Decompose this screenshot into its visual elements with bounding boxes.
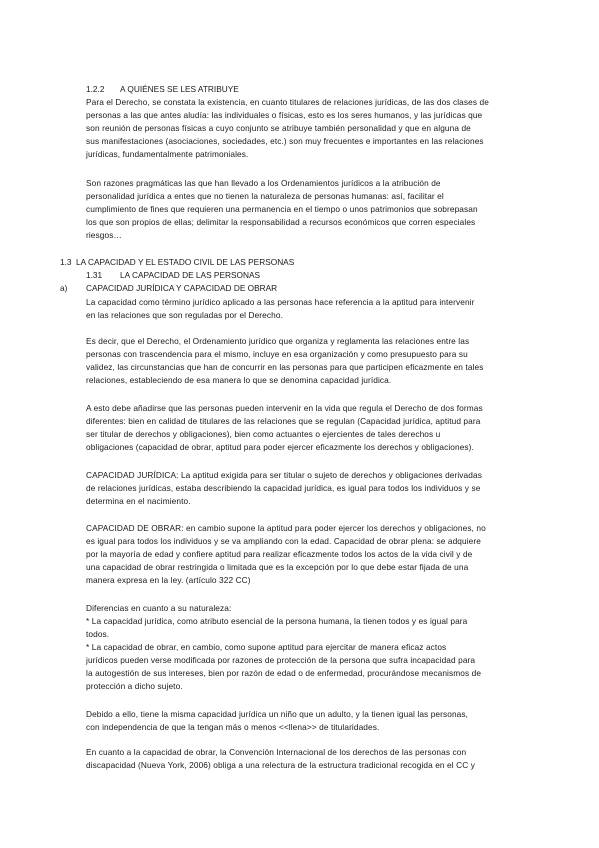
- text-line: una capacidad de obrar restringida o limitada que es la excepción por lo que debe estar fijada de una: [86, 562, 469, 573]
- text-line: jurídicas, fundamentalmente patrimoniales.: [86, 149, 249, 160]
- section-title: A QUIÉNES SE LES ATRIBUYE: [120, 84, 239, 94]
- text-line: manera expresa en la ley. (artículo 322 CC): [86, 575, 251, 586]
- text-line: los que son propios de ellas; delimitar la responsabilidad a recursos económicos que corren especiales: [86, 217, 476, 228]
- text-line: la autogestión de sus intereses, bien por razón de edad o de enfermedad, procurándose mecanismos de: [86, 668, 482, 679]
- paragraph: [86, 402, 518, 454]
- paragraph: [86, 296, 518, 322]
- section-heading-1-2-2: [86, 83, 239, 96]
- text-line: Debido a ello, tiene la misma capacidad jurídica un niño que un adulto, y la tienen igual las personas,: [86, 709, 469, 719]
- section-title: LA CAPACIDAD Y EL ESTADO CIVIL DE LAS PERSONAS: [76, 257, 295, 267]
- paragraph: [86, 96, 518, 161]
- text-line: son reunión de personas físicas a cuyo conjunto se atribuye también personalidad y que en alguna de: [86, 123, 471, 134]
- text-line: es igual para todos los individuos y se va ampliando con la edad. Capacidad de obrar plena: se adquiere: [86, 536, 481, 547]
- text-line: protección a dicho sujeto.: [86, 681, 183, 692]
- text-line: CAPACIDAD DE OBRAR: en cambio supone la aptitud para poder ejercer los derechos y obligaciones, no: [86, 523, 486, 533]
- text-line: jurídicos pueden verse modificada por razones de protección de la persona que sufra incapacidad para: [86, 655, 476, 666]
- subsection-number: 1.31: [86, 270, 103, 280]
- paragraph: [86, 602, 518, 693]
- text-line: ser titular de derechos y obligaciones), bien como actuantes o ejercientes de tales derechos u: [86, 429, 441, 440]
- text-line: personalidad jurídica a entes que no tienen la naturaleza de personas humanas: así, facilitar el: [86, 191, 444, 202]
- text-line: sus manifestaciones (asociaciones, sociedades, etc.) son muy frecuentes e importantes en las relaciones: [86, 136, 484, 147]
- section-heading-1-31: [86, 269, 260, 282]
- text-line: todos.: [86, 629, 110, 640]
- item-title: CAPACIDAD JURÍDICA Y CAPACIDAD DE OBRAR: [86, 283, 278, 293]
- text-line: determina en el nacimiento.: [86, 496, 191, 507]
- paragraph: [86, 177, 518, 242]
- text-line: A esto debe añadirse que las personas pueden intervenir en la vida que regula el Derecho de dos formas: [86, 403, 483, 413]
- text-line: La capacidad como término jurídico aplicado a las personas hace referencia a la aptitud para intervenir: [86, 297, 475, 307]
- text-line: cumplimiento de fines que requieren una permanencia en el tiempo o unos patrimonios que sobrepasan: [86, 204, 478, 215]
- text-line: En cuanto a la capacidad de obrar, la Convención Internacional de los derechos de las personas con: [86, 747, 467, 757]
- text-line: discapacidad (Nueva York, 2006) obliga a una relectura de la estructura tradicional recogida en el CC y: [86, 760, 475, 771]
- text-line: Diferencias en cuanto a su naturaleza:: [86, 603, 232, 613]
- text-line: * La capacidad de obrar, en cambio, como supone aptitud para ejercitar de manera eficaz actos: [86, 642, 447, 653]
- text-line: CAPACIDAD JURÍDICA: La aptitud exigida para ser titular o sujeto de derechos y obligaciones derivadas: [86, 470, 482, 480]
- text-line: personas a las que antes aludía: las individuales o físicas, esto es los seres humanos, y las jurídicas que: [86, 110, 483, 121]
- item-heading-a: [60, 282, 277, 295]
- section-number: 1.3: [60, 257, 72, 267]
- text-line: con independencia de que la tengan más o menos <<llena>> de titularidades.: [86, 722, 380, 733]
- text-line: Es decir, que el Derecho, el Ordenamiento jurídico que organiza y reglamenta las relaciones entre las: [86, 336, 470, 346]
- item-marker: a): [60, 283, 68, 293]
- subsection-title: LA CAPACIDAD DE LAS PERSONAS: [120, 270, 261, 280]
- text-line: por la mayoría de edad y confiere aptitud para realizar eficazmente todos los actos de la vida civil y de: [86, 549, 473, 560]
- text-line: de relaciones jurídicas, estaba describiendo la capacidad jurídica, es igual para todos los individuos y se: [86, 483, 481, 494]
- text-line: relaciones, estableciendo de esa manera lo que se denomina capacidad jurídica.: [86, 375, 392, 386]
- paragraph: [86, 469, 518, 508]
- text-line: Para el Derecho, se constata la existencia, en cuanto titulares de relaciones jurídicas, de las dos clases de: [86, 97, 489, 107]
- text-line: en las relaciones que son reguladas por el Derecho.: [86, 310, 283, 321]
- text-line: personas con trascendencia para el mismo, incluye en esa organización y como presupuesto para su: [86, 349, 468, 360]
- text-line: validez, las circunstancias que han de concurrir en las personas para que participen eficazmente en tales: [86, 362, 484, 373]
- text-line: obligaciones (capacidad de obrar, aptitud para poder ejercer eficazmente los derechos y obligaciones).: [86, 442, 474, 453]
- text-line: riesgos…: [86, 230, 122, 241]
- section-number: 1.2.2: [86, 84, 105, 94]
- text-line: * La capacidad jurídica, como atributo esencial de la persona humana, la tienen todos y es igual para: [86, 616, 468, 627]
- paragraph: [86, 708, 518, 734]
- paragraph: [86, 746, 518, 772]
- text-line: Son razones pragmáticas las que han llevado a los Ordenamientos jurídicos a la atribución de: [86, 178, 441, 188]
- text-line: diferentes: bien en calidad de titulares de las relaciones que se regulan (Capacidad jurídica, aptitud para: [86, 416, 481, 427]
- paragraph: [86, 335, 518, 387]
- paragraph: [86, 522, 518, 587]
- section-heading-1-3: [60, 256, 294, 269]
